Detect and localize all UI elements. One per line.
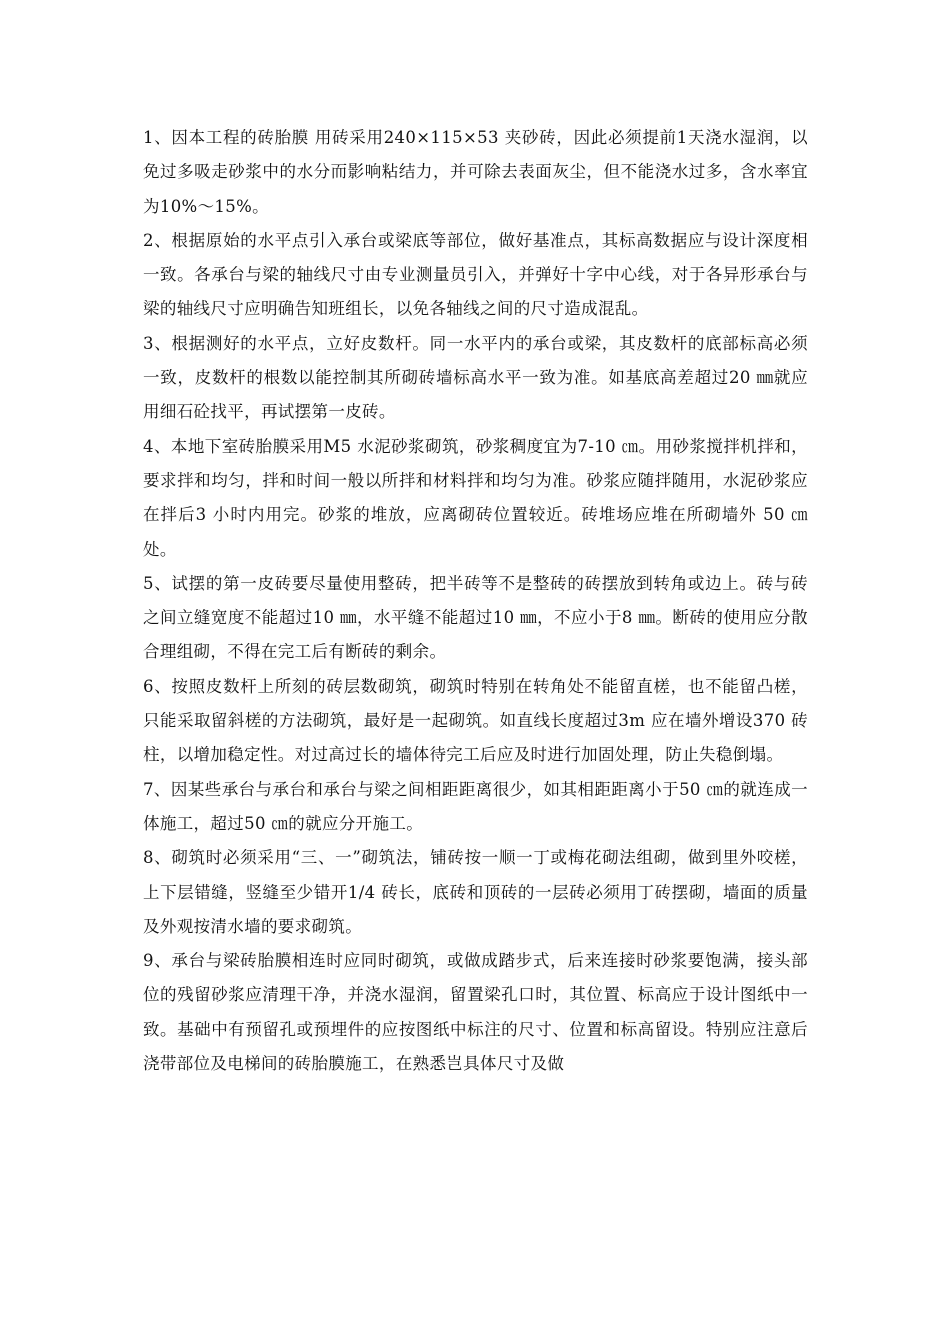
paragraph-4: 4、本地下室砖胎膜采用M5 水泥砂浆砌筑，砂浆稠度宜为7-10 ㎝。用砂浆搅拌机拌和，要求拌和均匀，拌和时间一般以所拌和材料拌和均匀为准。砂浆应随拌随用，水泥砂浆应在拌后3 小时内用完。砂浆的堆放，应离砌砖位置较近。砖堆场应堆在所砌墙外 50 ㎝处。 [143,436,808,559]
paragraph-3: 3、根据测好的水平点，立好皮数杆。同一水平内的承台或梁，其皮数杆的底部标高必须一致，皮数杆的根数以能控制其所砌砖墙标高水平一致为准。如基底高差超过20 ㎜就应用细石砼找平，再试摆第一皮砖。 [143,333,808,422]
paragraph-1: 1、因本工程的砖胎膜 用砖采用240×115×53 夹砂砖，因此必须提前1天浇水湿润，以免过多吸走砂浆中的水分而影响粘结力，并可除去表面灰尘，但不能浇水过多，含水率宜为10%～15%。 [143,128,808,216]
paragraph-7: 7、因某些承台与承台和承台与梁之间相距距离很少，如其相距距离小于50 ㎝的就连成一体施工，超过50 ㎝的就应分开施工。 [143,779,808,833]
paragraph-5: 5、试摆的第一皮砖要尽量使用整砖，把半砖等不是整砖的砖摆放到转角或边上。砖与砖之间立缝宽度不能超过10 ㎜，水平缝不能超过10 ㎜，不应小于8 ㎜。断砖的使用应分散合理组砌，不得在完工后有断砖的剩余。 [143,573,808,662]
paragraph-2: 2、根据原始的水平点引入承台或梁底等部位，做好基准点，其标高数据应与设计深度相一致。各承台与梁的轴线尺寸由专业测量员引入，并弹好十字中心线，对于各异形承台与梁的轴线尺寸应明确告知班组长，以免各轴线之间的尺寸造成混乱。 [143,230,808,319]
paragraph-9: 9、承台与梁砖胎膜相连时应同时砌筑，或做成踏步式，后来连接时砂浆要饱满，接头部位的残留砂浆应清理干净，并浇水湿润，留置梁孔口时，其位置、标高应于设计图纸中一致。基础中有预留孔或预埋件的应按图纸中标注的尺寸、位置和标高留设。特别应注意后浇带部位及电梯间的砖胎膜施工，在熟悉岂具体尺寸及做 [143,951,808,1074]
document-body [143,121,808,1081]
paragraph-8: 8、砌筑时必须采用“三、一”砌筑法，铺砖按一顺一丁或梅花砌法组砌，做到里外咬槎，上下层错缝，竖缝至少错开1/4 砖长，底砖和顶砖的一层砖必须用丁砖摆砌，墙面的质量及外观按清水墙的要求砌筑。 [143,848,808,936]
paragraph-6: 6、按照皮数杆上所刻的砖层数砌筑，砌筑时特别在转角处不能留直槎，也不能留凸槎，只能采取留斜槎的方法砌筑，最好是一起砌筑。如直线长度超过3m 应在墙外增设370 砖柱，以增加稳定性。对过高过长的墙体待完工后应及时进行加固处理，防止失稳倒塌。 [143,676,808,765]
